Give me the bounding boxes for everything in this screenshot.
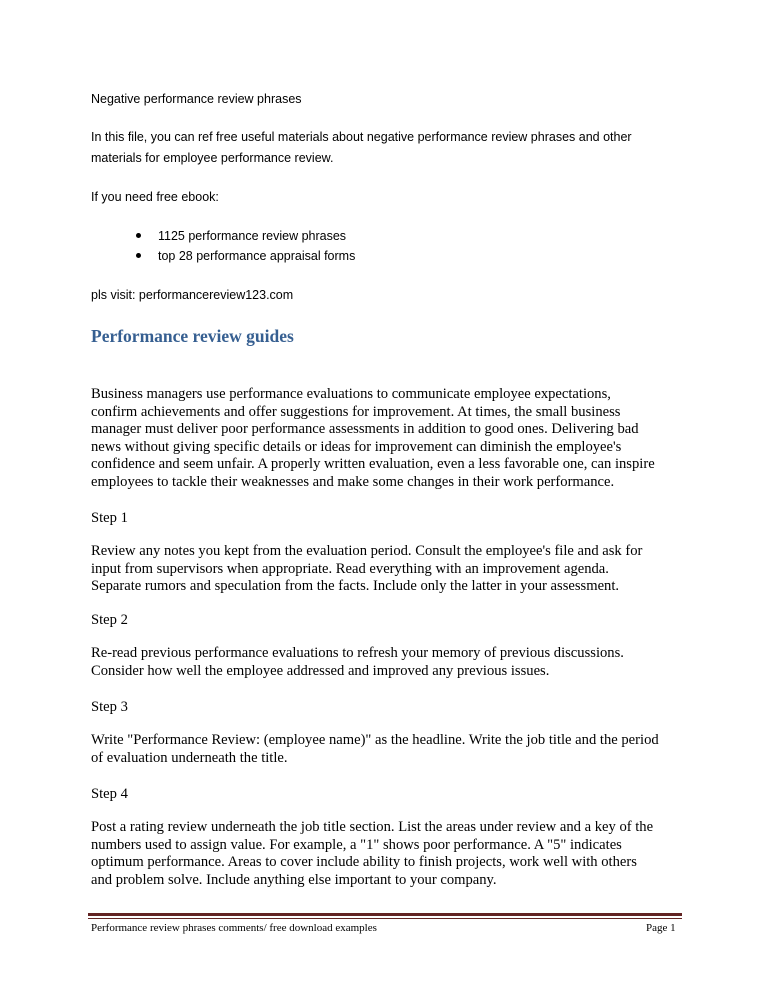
- step-paragraph: [91, 543, 642, 596]
- step-label: Step 3: [91, 699, 128, 715]
- page-number: Page 1: [646, 922, 676, 934]
- body-line: numbers used to assign value. For example, a "1" shows poor performance. A "5" indicates: [91, 836, 622, 853]
- body-line: optimum performance. Areas to cover include ability to finish projects, work well with others: [91, 854, 637, 871]
- body-line: Review any notes you kept from the evaluation period. Consult the employee's file and ask for: [91, 543, 643, 559]
- footer-text: Performance review phrases comments/ free download examples: [91, 922, 377, 934]
- body-line: Post a rating review underneath the job title section. List the areas under review and a key of the: [91, 819, 654, 835]
- bullet-icon: [136, 253, 141, 258]
- step-paragraph: [91, 645, 624, 680]
- intro-line: In this file, you can ref free useful materials about negative performance review phrases and other: [91, 130, 632, 144]
- intro-line: materials for employee performance review.: [91, 151, 334, 165]
- ebook-item-label: top 28 performance appraisal forms: [158, 249, 356, 263]
- body-line: and problem solve. Include anything else important to your company.: [91, 871, 497, 888]
- step-label: Step 1: [91, 510, 128, 526]
- visit-link-text: pls visit: performancereview123.com: [91, 288, 294, 302]
- footer-rule: [88, 913, 682, 916]
- body-line: Business managers use performance evaluations to communicate employee expectations,: [91, 386, 611, 402]
- body-line: Re-read previous performance evaluations to refresh your memory of previous discussions.: [91, 645, 624, 661]
- body-line: Consider how well the employee addressed and improved any previous issues.: [91, 662, 550, 679]
- body-line: manager must deliver poor performance assessments in addition to good ones. Delivering bad: [91, 421, 639, 438]
- body-line: news without giving specific details or ideas for improvement can diminish the employee's: [91, 438, 622, 455]
- body-line: Separate rumors and speculation from the facts. Include only the latter in your assessment.: [91, 578, 620, 595]
- step-label: Step 4: [91, 786, 128, 802]
- document-title: Negative performance review phrases: [91, 92, 302, 106]
- body-line: confidence and seem unfair. A properly written evaluation, even a less favorable one, can inspire: [91, 456, 655, 473]
- step-label: Step 2: [91, 612, 128, 628]
- body-line: Write "Performance Review: (employee name)" as the headline. Write the job title and the period: [91, 732, 659, 748]
- body-line: confirm achievements and offer suggestions for improvement. At times, the small business: [91, 403, 621, 420]
- step-paragraph: [91, 819, 653, 889]
- intro-paragraph: [91, 127, 632, 169]
- ebook-item-label: 1125 performance review phrases: [158, 229, 347, 243]
- body-line: employees to tackle their weaknesses and make some changes in their work performance.: [91, 473, 615, 490]
- section-heading: Performance review guides: [91, 326, 294, 346]
- body-line: input from supervisors when appropriate. Read everything with an improvement agenda.: [91, 560, 609, 577]
- body-intro-paragraph: [91, 386, 655, 492]
- step-paragraph: [91, 732, 659, 767]
- body-line: of evaluation underneath the title.: [91, 749, 288, 766]
- footer-rule-thin: [88, 918, 682, 919]
- ebook-prompt: If you need free ebook:: [91, 190, 219, 204]
- bullet-icon: [136, 233, 141, 238]
